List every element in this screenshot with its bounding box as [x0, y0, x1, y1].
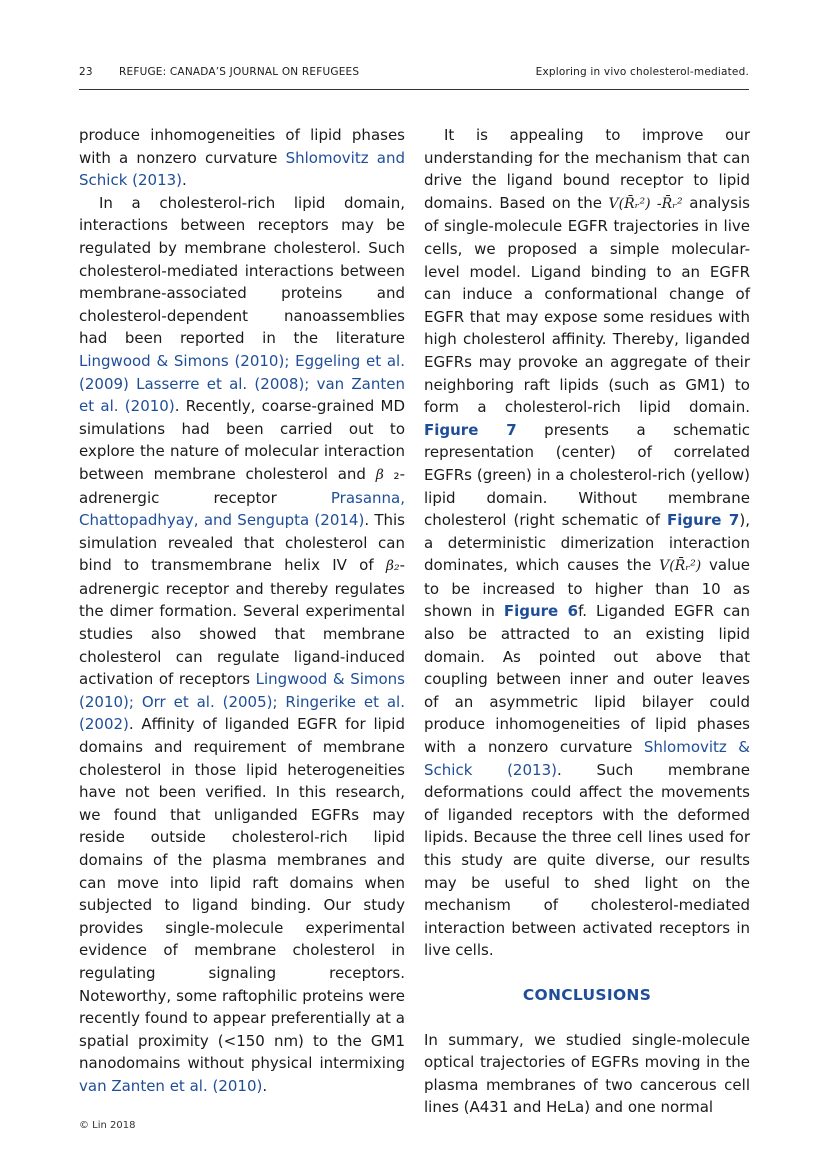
- text-run: ₂-adrenergic receptor: [79, 464, 405, 507]
- math-expression: V(R̄ᵣ²): [659, 558, 702, 575]
- citation-link[interactable]: Lingwood & Simons (2010); Eggeling et al. (2009) Lasserre et al. (2008); van Zanten et al. (2010): [79, 351, 405, 416]
- right-paragraph-1: [424, 124, 750, 962]
- citation-link[interactable]: Shlomovitz and Schick (2013): [79, 148, 405, 190]
- page-header: [79, 66, 749, 84]
- section-heading: CONCLUSIONS: [522, 985, 652, 1004]
- text-run: .: [262, 1076, 268, 1095]
- text-run: . Such membrane deformations could affect the movements of liganded receptors with the deformed lipids. Because the three cell lines used for this study are quite diverse, our results may be useful to shed light on the mechanism of cholesterol-mediated interaction between activated receptors in live cells.: [424, 760, 750, 960]
- text-run: analysis of single-molecule EGFR trajectories in live cells, we proposed a simple molecular-level model. Ligand binding to an EGFR can induce a conformational change of EGFR that may expose some residues with high cholesterol affinity. Thereby, liganded EGFRs may provoke an aggregate of their neighboring raft lipids (such as GM1) to form a cholesterol-rich lipid domain.: [424, 193, 750, 417]
- right-paragraph-2: [424, 1029, 750, 1119]
- header-rule: [79, 89, 749, 90]
- math-symbol: β₂: [385, 558, 400, 575]
- text-run: presents a schematic representation (center) of correlated EGFRs (green) in a cholesterol-rich (yellow) lipid domain. Without membrane cholesterol (right schematic of: [424, 420, 750, 530]
- text-run: . Recently, coarse-grained MD simulations had been carried out to explore the nature of molecular interaction between membrane cholesterol and: [79, 397, 405, 483]
- math-symbol: β: [375, 466, 384, 483]
- citation-link[interactable]: Shlomovitz & Schick (2013): [424, 738, 750, 779]
- figure-link[interactable]: Figure 7: [424, 420, 517, 439]
- text-run: In a cholesterol-rich lipid domain, interactions between receptors may be regulated by membrane cholesterol. Such cholesterol-mediated interactions between membrane-associated proteins and cholesterol-dependent nanoassemblies had been reported in the literature: [79, 193, 405, 348]
- copyright-footer: © Lin 2018: [79, 1120, 136, 1131]
- text-run: . This simulation revealed that cholesterol can bind to transmembrane helix IV of: [79, 511, 405, 575]
- text-run: ), a deterministic dimerization interaction dominates, which causes the: [424, 511, 750, 575]
- citation-link[interactable]: Lingwood & Simons (2010); Orr et al. (2005); Ringerike et al. (2002): [79, 670, 405, 734]
- figure-link[interactable]: Figure 6: [503, 602, 579, 621]
- text-run: produce inhomogeneities of lipid phases with a nonzero curvature: [79, 126, 405, 167]
- running-title: Exploring in vivo cholesterol-mediated.: [535, 66, 749, 78]
- left-column: [79, 124, 405, 1098]
- text-run: In summary, we studied single-molecule optical trajectories of EGFRs moving in the plasma membranes of two cancerous cell lines (A431 and HeLa) and one normal: [424, 1030, 750, 1117]
- text-run: It is appealing to improve our understanding for the mechanism that can drive the ligand bound receptor to lipid domains. Based on the: [424, 126, 750, 212]
- citation-link[interactable]: van Zanten et al. (2010): [79, 1076, 263, 1095]
- text-run: . Affinity of liganded EGFR for lipid domains and requirement of membrane cholesterol in those lipid heterogeneities have not been verified. In this research, we found that unliganded EGFRs may reside outside cholesterol-rich lipid domains of the plasma membranes and can move into lipid raft domains when subjected to ligand binding. Our study provides single-molecule experimental evidence of membrane cholesterol in regulating signaling receptors. Noteworthy, some raftophilic proteins were recently found to appear preferentially at a spatial proximity (<150 nm) to the GM1 nanodomains without physical intermixing: [79, 715, 405, 1073]
- figure-link[interactable]: Figure 7: [667, 511, 740, 530]
- journal-title: REFUGE: CANADA’S JOURNAL ON REFUGEES: [119, 66, 360, 78]
- text-run: -adrenergic receptor and thereby regulates the dimer formation. Several experimental studies also showed that membrane cholesterol can regulate ligand-induced activation of receptors: [79, 556, 405, 689]
- math-expression: V(R̄ᵣ²) -R̄ᵣ²: [608, 195, 683, 212]
- text-run: .: [182, 171, 187, 190]
- right-column: [424, 124, 750, 1119]
- left-paragraph-2: [79, 192, 405, 1098]
- page-number: 23: [79, 66, 93, 78]
- text-run: value to be increased to higher than 10 as shown in: [424, 556, 750, 621]
- citation-link[interactable]: Prasanna, Chattopadhyay, and Sengupta (2014): [79, 488, 405, 530]
- left-paragraph-1: [79, 124, 405, 192]
- text-run: f. Liganded EGFR can also be attracted to an existing lipid domain. As pointed out above that coupling between inner and outer leaves of an asymmetric lipid bilayer could produce inhomogeneities of lipid phases with a nonzero curvature: [424, 602, 751, 757]
